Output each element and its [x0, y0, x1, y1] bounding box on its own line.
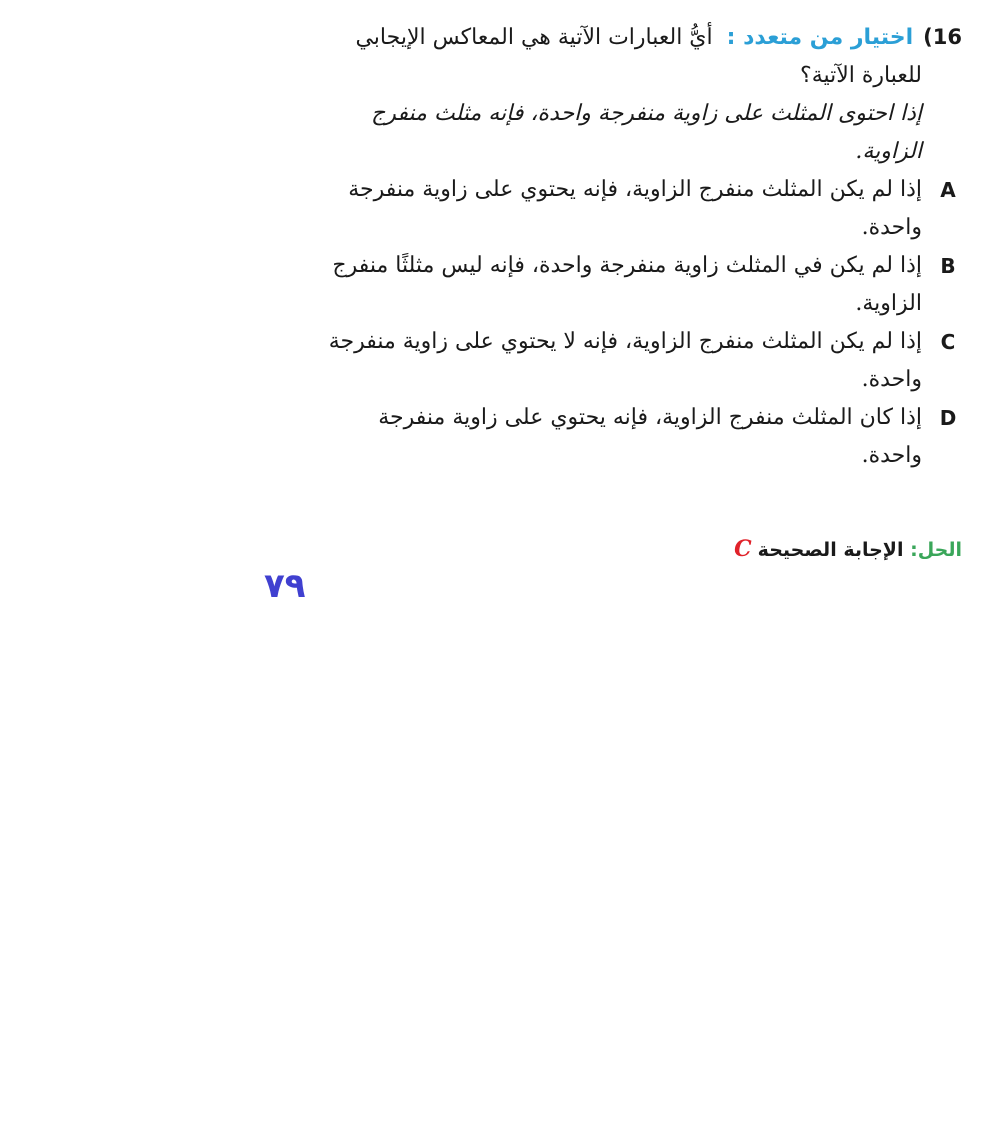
option-letter: D	[939, 406, 957, 430]
option-a	[322, 171, 962, 247]
option-letter: A	[940, 178, 956, 202]
solution-answer: C	[734, 536, 752, 562]
option-d	[322, 399, 962, 475]
option-b	[322, 247, 962, 323]
question-number: 16)	[923, 25, 962, 49]
options-list	[322, 171, 962, 475]
option-letter: B	[940, 254, 956, 278]
question-statement-line2: الزاوية.	[855, 139, 922, 164]
page-number: ٧٩	[264, 566, 306, 606]
solution-label: الحل:	[910, 539, 962, 561]
option-text: إذا كان المثلث منفرج الزاوية، فإنه يحتوي على زاوية منفرجة واحدة.	[378, 405, 922, 468]
option-text: إذا لم يكن المثلث منفرج الزاوية، فإنه يحتوي على زاوية منفرجة واحدة.	[348, 177, 922, 240]
option-text: إذا لم يكن المثلث منفرج الزاوية، فإنه لا يحتوي على زاوية منفرجة واحدة.	[328, 329, 922, 392]
option-c	[322, 323, 962, 399]
option-text: إذا لم يكن في المثلث زاوية منفرجة واحدة، فإنه ليس مثلثًا منفرج الزاوية.	[332, 253, 922, 316]
question-statement-line1: إذا احتوى المثلث على زاوية منفرجة واحدة، فإنه مثلث منفرج	[371, 101, 922, 126]
question-prompt-line2: للعبارة الآتية؟	[800, 63, 922, 88]
question-prompt-line1: أيُّ العبارات الآتية هي المعاكس الإيجابي	[355, 25, 713, 50]
solution-text: الإجابة الصحيحة	[757, 539, 904, 561]
question-block	[322, 18, 962, 475]
solution-line	[734, 536, 962, 562]
question-type-label: اختيار من متعدد :	[726, 25, 914, 50]
option-letter: C	[940, 330, 956, 354]
question-header	[322, 18, 962, 57]
